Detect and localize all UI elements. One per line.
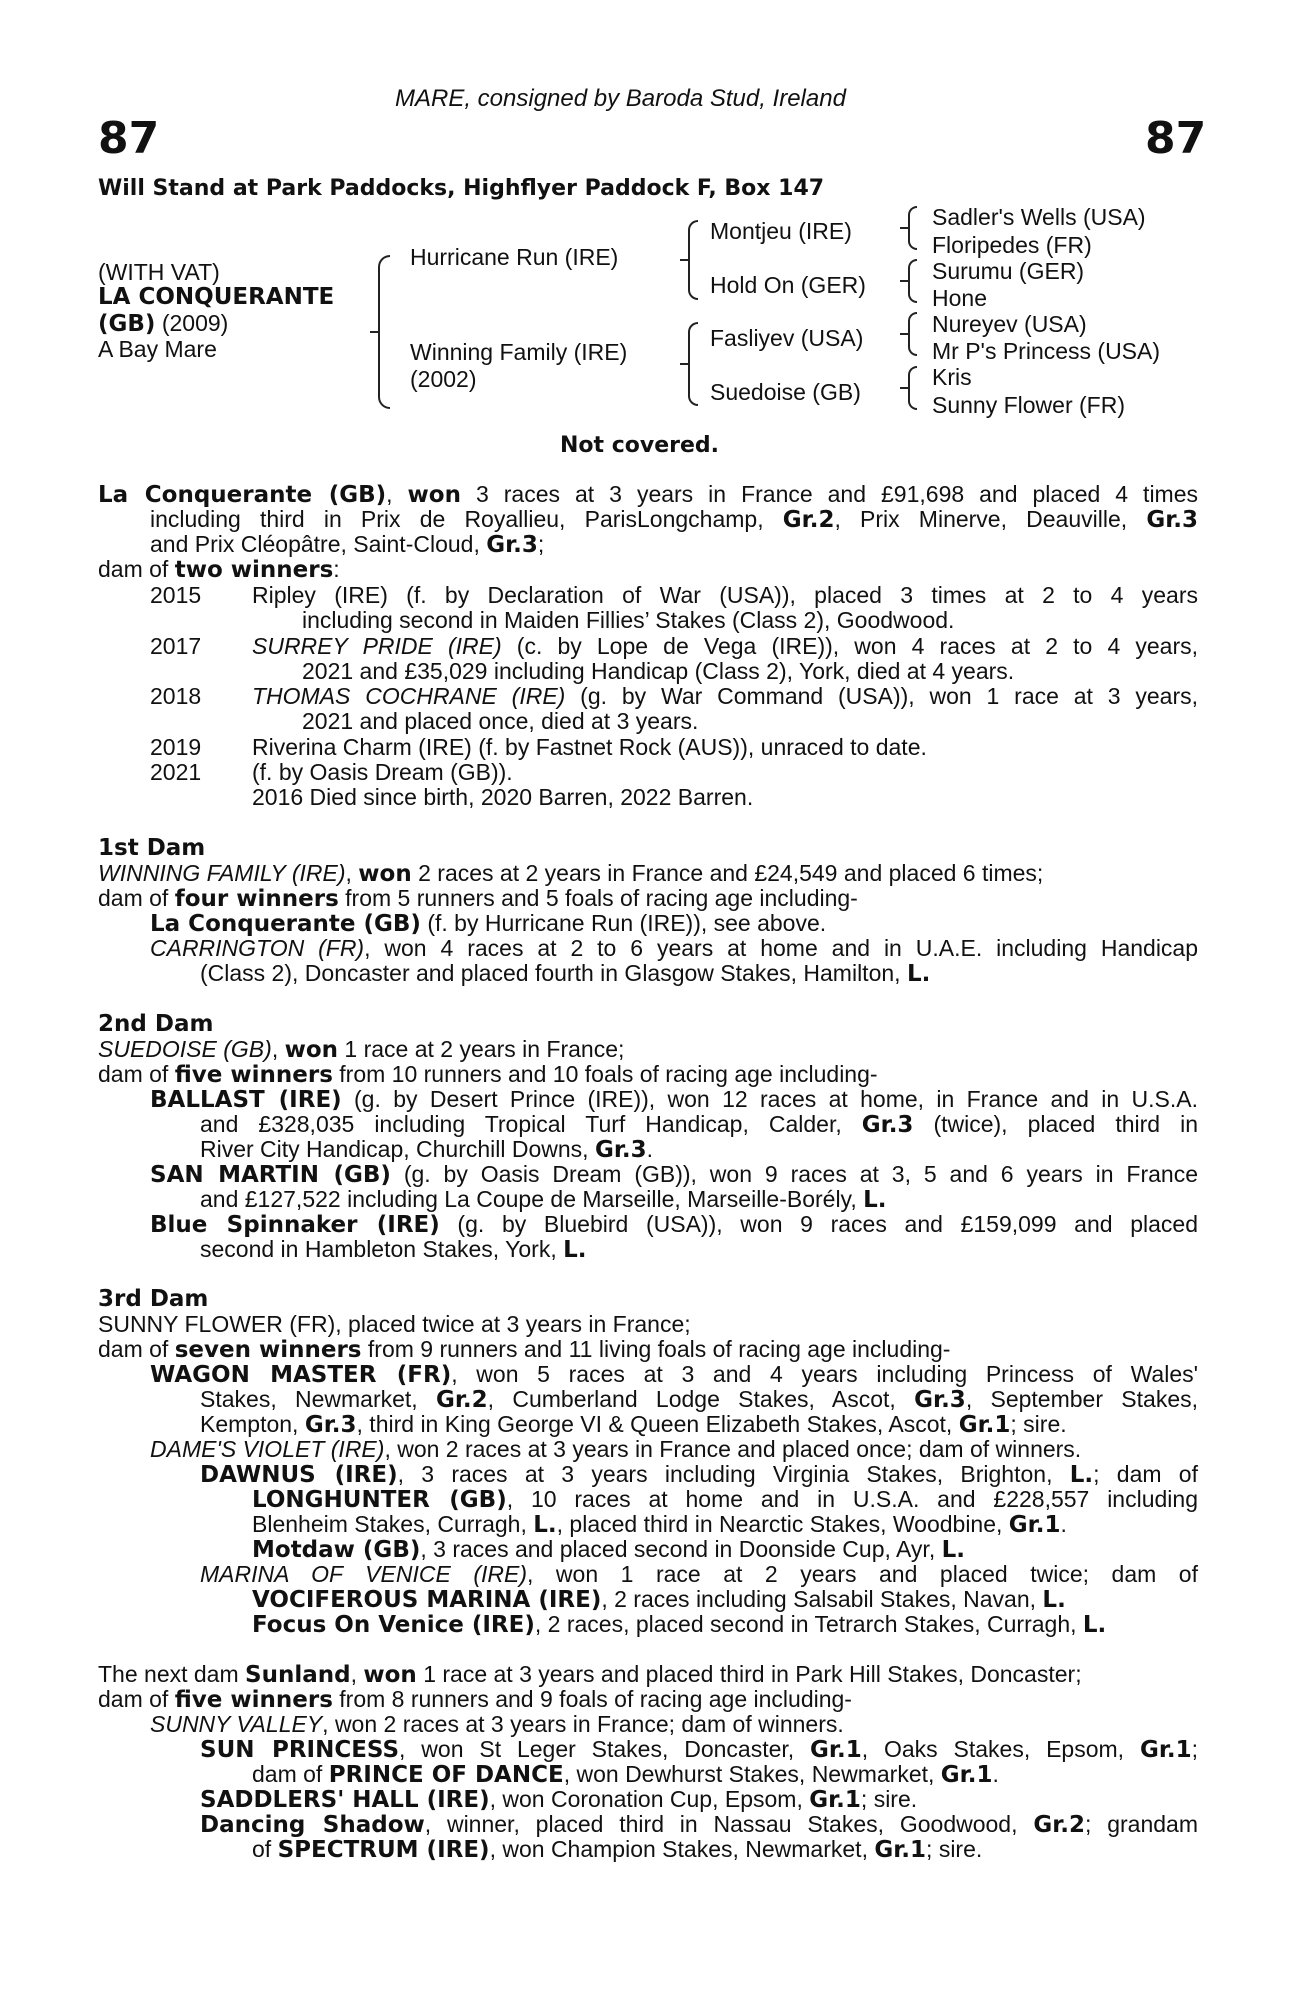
intro-line-1: La Conquerante (GB), won 3 races at 3 years in France and £91,698 and placed 4 times (98, 481, 1199, 508)
pedigree-sire-sire: Montjeu (IRE) (710, 218, 852, 244)
pedigree-dam-year: (2002) (410, 366, 477, 392)
pedigree-g4: Hone (932, 285, 987, 311)
progeny-entry: Riverina Charm (IRE) (f. by Fastnet Rock (AUS)), unraced to date. (252, 734, 927, 760)
third-dam-line: Focus On Venice (IRE), 2 races, placed second in Tetrarch Stakes, Curragh, L. (252, 1611, 1107, 1638)
lot-number-left: 87 (98, 113, 160, 164)
progeny-entry: (f. by Oasis Dream (GB)). (252, 759, 513, 785)
next-dam-line: Dancing Shadow, winner, placed third in Nassau Stakes, Goodwood, Gr.2; grandam (200, 1811, 1198, 1838)
second-dam-line: and £127,522 including La Coupe de Marseille, Marseille-Borély, L. (200, 1186, 887, 1213)
third-dam-line: SUNNY FLOWER (FR), placed twice at 3 years in France; (98, 1311, 691, 1337)
second-dam-line: SUEDOISE (GB), won 1 race at 2 years in France; (98, 1036, 625, 1063)
first-dam-line: CARRINGTON (FR), won 4 races at 2 to 6 years at home and in U.A.E. including Handicap (150, 935, 1199, 961)
location-line: Will Stand at Park Paddocks, Highflyer Paddock F, Box 147 (98, 176, 825, 201)
pedigree-brace-g4 (908, 366, 917, 410)
pedigree-dam-dam: Suedoise (GB) (710, 379, 861, 405)
next-dam-line: The next dam Sunland, won 1 race at 3 years and placed third in Park Hill Stakes, Doncaster; (98, 1661, 1082, 1688)
next-dam-line: dam of PRINCE OF DANCE, won Dewhurst Stakes, Newmarket, Gr.1. (252, 1761, 999, 1788)
horse-year: (2009) (155, 310, 229, 336)
third-dam-line: VOCIFEROUS MARINA (IRE), 2 races including Salsabil Stakes, Navan, L. (252, 1586, 1066, 1613)
horse-origin-year (98, 311, 228, 338)
first-dam-line: WINNING FAMILY (IRE), won 2 races at 2 years in France and £24,549 and placed 6 times; (98, 860, 1044, 887)
pedigree-dam-sire: Fasliyev (USA) (710, 325, 864, 351)
first-dam-line: dam of four winners from 5 runners and 5 foals of racing age including- (98, 885, 858, 912)
second-dam-line: and £328,035 including Tropical Turf Handicap, Calder, Gr.3 (twice), placed third in (200, 1111, 1198, 1138)
third-dam-line: MARINA OF VENICE (IRE), won 1 race at 2 years and placed twice; dam of (200, 1561, 1198, 1587)
horse-description: A Bay Mare (98, 336, 217, 362)
progeny-entry-cont: 2021 and placed once, died at 3 years. (302, 708, 699, 734)
not-covered: Not covered. (560, 433, 719, 458)
progeny-year: 2015 (150, 582, 202, 608)
second-dam-line: second in Hambleton Stakes, York, L. (200, 1236, 587, 1263)
lot-number-right: 87 (1145, 113, 1207, 164)
third-dam-line: WAGON MASTER (FR), won 5 races at 3 and 4 years including Princess of Wales' (150, 1361, 1199, 1388)
pedigree-g7: Kris (932, 364, 972, 390)
horse-name: LA CONQUERANTE (98, 284, 335, 310)
progeny-entry-cont: including second in Maiden Fillies’ Stakes (Class 2), Goodwood. (302, 607, 955, 633)
progeny-year: 2019 (150, 734, 202, 760)
pedigree-brace-main (378, 255, 390, 409)
progeny-year: 2018 (150, 683, 202, 709)
third-dam-line: Stakes, Newmarket, Gr.2, Cumberland Lodge Stakes, Ascot, Gr.3, September Stakes, (200, 1386, 1198, 1413)
intro-line-3: and Prix Cléopâtre, Saint-Cloud, Gr.3; (150, 531, 545, 558)
first-dam-line: La Conquerante (GB) (f. by Hurricane Run (IRE)), see above. (150, 910, 827, 937)
pedigree-dam: Winning Family (IRE) (410, 339, 628, 365)
second-dam-line: SAN MARTIN (GB) (g. by Oasis Dream (GB)), won 9 races at 3, 5 and 6 years in France (150, 1161, 1198, 1188)
second-dam-line: dam of five winners from 10 runners and 10 foals of racing age including- (98, 1061, 878, 1088)
progeny-entry: Ripley (IRE) (f. by Declaration of War (USA)), placed 3 times at 2 to 4 years (252, 582, 1198, 608)
second-dam-line: BALLAST (IRE) (g. by Desert Prince (IRE)), won 12 races at home, in France and in U.S.A. (150, 1086, 1198, 1113)
pedigree-brace-sire (688, 220, 698, 300)
third-dam-line: DAME'S VIOLET (IRE), won 2 races at 3 years in France and placed once; dam of winners. (150, 1436, 1082, 1462)
progeny-year: 2021 (150, 759, 202, 785)
second-dam-heading: 2nd Dam (98, 1011, 214, 1037)
pedigree-brace-dam (688, 322, 698, 406)
intro-line-4: dam of two winners: (98, 556, 340, 583)
third-dam-line: Blenheim Stakes, Curragh, L., placed third in Nearctic Stakes, Woodbine, Gr.1. (252, 1511, 1067, 1538)
intro-line-2: including third in Prix de Royallieu, ParisLongchamp, Gr.2, Prix Minerve, Deauville, Gr.3 (150, 506, 1199, 533)
progeny-entry-cont: 2021 and £35,029 including Handicap (Class 2), York, died at 4 years. (302, 658, 1015, 684)
pedigree-brace-g2 (908, 259, 917, 303)
pedigree-g1: Sadler's Wells (USA) (932, 204, 1146, 230)
third-dam-line: LONGHUNTER (GB), 10 races at home and in U.S.A. and £228,557 including (252, 1486, 1198, 1513)
vat-label: (WITH VAT) (98, 259, 220, 285)
pedigree-brace-g1 (908, 206, 917, 250)
third-dam-line: Motdaw (GB), 3 races and placed second in Doonside Cup, Ayr, L. (252, 1536, 966, 1563)
pedigree-g5: Nureyev (USA) (932, 311, 1087, 337)
next-dam-line: SUN PRINCESS, won St Leger Stakes, Doncaster, Gr.1, Oaks Stakes, Epsom, Gr.1; (200, 1736, 1199, 1763)
third-dam-line: DAWNUS (IRE), 3 races at 3 years including Virginia Stakes, Brighton, L.; dam of (200, 1461, 1198, 1488)
horse-origin: (GB) (98, 311, 156, 337)
first-dam-heading: 1st Dam (98, 835, 206, 861)
pedigree-sire-dam: Hold On (GER) (710, 272, 866, 298)
next-dam-line: SADDLERS' HALL (IRE), won Coronation Cup, Epsom, Gr.1; sire. (200, 1786, 918, 1813)
progeny-entry: THOMAS COCHRANE (IRE) (g. by War Command (USA)), won 1 race at 3 years, (252, 683, 1198, 709)
third-dam-heading: 3rd Dam (98, 1286, 209, 1312)
next-dam-line: dam of five winners from 8 runners and 9 foals of racing age including- (98, 1686, 852, 1713)
pedigree-g3: Surumu (GER) (932, 258, 1085, 284)
next-dam-line: of SPECTRUM (IRE), won Champion Stakes, Newmarket, Gr.1; sire. (252, 1836, 983, 1863)
consignor-line: MARE, consigned by Baroda Stud, Ireland (395, 85, 846, 112)
progeny-entry-cont: 2016 Died since birth, 2020 Barren, 2022 Barren. (252, 784, 754, 810)
pedigree-g8: Sunny Flower (FR) (932, 392, 1125, 418)
progeny-year: 2017 (150, 633, 202, 659)
second-dam-line: River City Handicap, Churchill Downs, Gr.3. (200, 1136, 654, 1163)
progeny-entry: SURREY PRIDE (IRE) (c. by Lope de Vega (IRE)), won 4 races at 2 to 4 years, (252, 633, 1199, 659)
pedigree-brace-g3 (908, 312, 917, 356)
pedigree-sire: Hurricane Run (IRE) (410, 244, 619, 270)
first-dam-line: (Class 2), Doncaster and placed fourth in Glasgow Stakes, Hamilton, L. (200, 960, 931, 987)
pedigree-g2: Floripedes (FR) (932, 232, 1092, 258)
pedigree-g6: Mr P's Princess (USA) (932, 338, 1161, 364)
next-dam-line: SUNNY VALLEY, won 2 races at 3 years in France; dam of winners. (150, 1711, 844, 1737)
third-dam-line: Kempton, Gr.3, third in King George VI & Queen Elizabeth Stakes, Ascot, Gr.1; sire. (200, 1411, 1067, 1438)
second-dam-line: Blue Spinnaker (IRE) (g. by Bluebird (USA)), won 9 races and £159,099 and placed (150, 1211, 1198, 1238)
third-dam-line: dam of seven winners from 9 runners and 11 living foals of racing age including- (98, 1336, 951, 1363)
